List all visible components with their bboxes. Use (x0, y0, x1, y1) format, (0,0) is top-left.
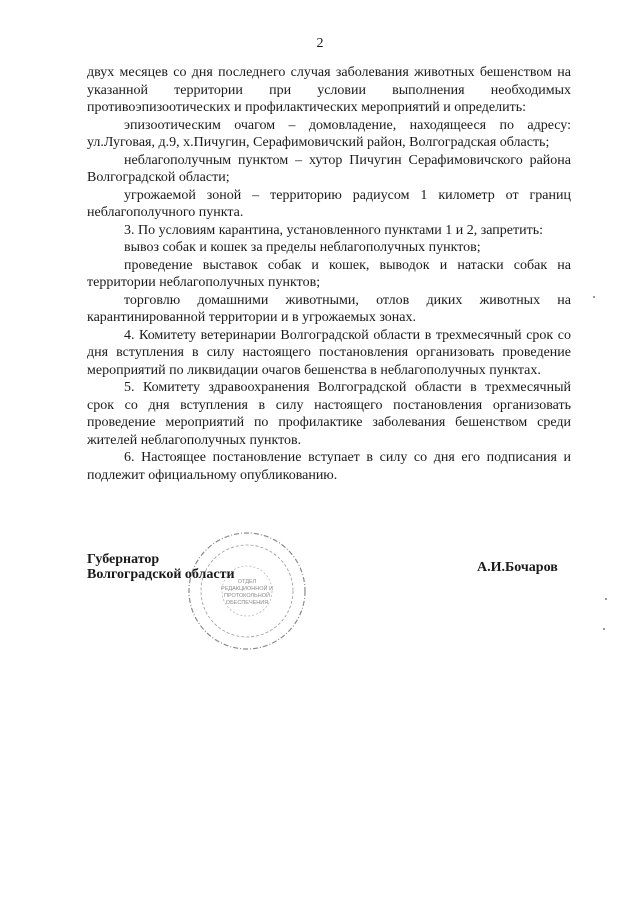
document-body (87, 64, 571, 484)
paragraph-6: вывоз собак и кошек за пределы неблагополучных пунктов; (124, 240, 481, 255)
paragraph-10: 5. Комитету здравоохранения Волгоградской области в трехмесячный срок со дня вступления в силу настоящего постановления организовать проведение мероприятий по профилактике заболевания бешенством среди жителей неблагополучных пунктов. (87, 380, 571, 448)
paragraph-8: торговлю домашними животными, отлов диких животных на карантинированной территории и в угрожаемых зонах. (87, 292, 571, 325)
official-stamp (186, 530, 308, 652)
paragraph-7: проведение выставок собак и кошек, выводок и натаски собак на территории неблагополучных пунктов; (87, 257, 571, 290)
signer-name: А.И.Бочаров (477, 560, 558, 575)
paragraph-1: двух месяцев со дня последнего случая заболевания животных бешенством на указанной территории при условии выполнения необходимых противоэпизоотических и профилактических мероприятий и определить: (87, 65, 571, 115)
paragraph-11: 6. Настоящее постановление вступает в силу со дня его подписания и подлежит официальному опубликованию. (87, 450, 571, 483)
paragraph-4: угрожаемой зоной – территорию радиусом 1 километр от границ неблагополучного пункта. (87, 187, 571, 220)
signature-block (87, 552, 235, 582)
scan-speck (593, 296, 595, 298)
scan-speck (605, 598, 607, 600)
svg-text:ОТДЕЛ: ОТДЕЛ (237, 579, 257, 585)
svg-text:ПРОТОКОЛЬНОЙ: ПРОТОКОЛЬНОЙ (224, 593, 270, 599)
svg-text:ОБЕСПЕЧЕНИЯ: ОБЕСПЕЧЕНИЯ (225, 600, 269, 606)
paragraph-9: 4. Комитету ветеринарии Волгоградской области в трехмесячный срок со дня вступления в силу настоящего постановления организовать проведение мероприятий по ликвидации очагов бешенства в неблагополучных пунктах. (87, 327, 571, 378)
signer-title-line1: Губернатор (87, 552, 160, 567)
paragraph-3: неблагополучным пунктом – хутор Пичугин Серафимовичского района Волгоградской области; (87, 152, 571, 185)
scan-speck (603, 628, 605, 630)
paragraph-2: эпизоотическим очагом – домовладение, находящееся по адресу: ул.Луговая, д.9, х.Пичугин, Серафимовичский район, Волгоградская область; (87, 117, 571, 150)
signer-title-line2: Волгоградской области (87, 567, 235, 582)
paragraph-5: 3. По условиям карантина, установленного пунктами 1 и 2, запретить: (124, 222, 543, 238)
page-number: 2 (316, 36, 324, 51)
svg-text:РЕДАКЦИОННОЙ И: РЕДАКЦИОННОЙ И (221, 586, 273, 592)
